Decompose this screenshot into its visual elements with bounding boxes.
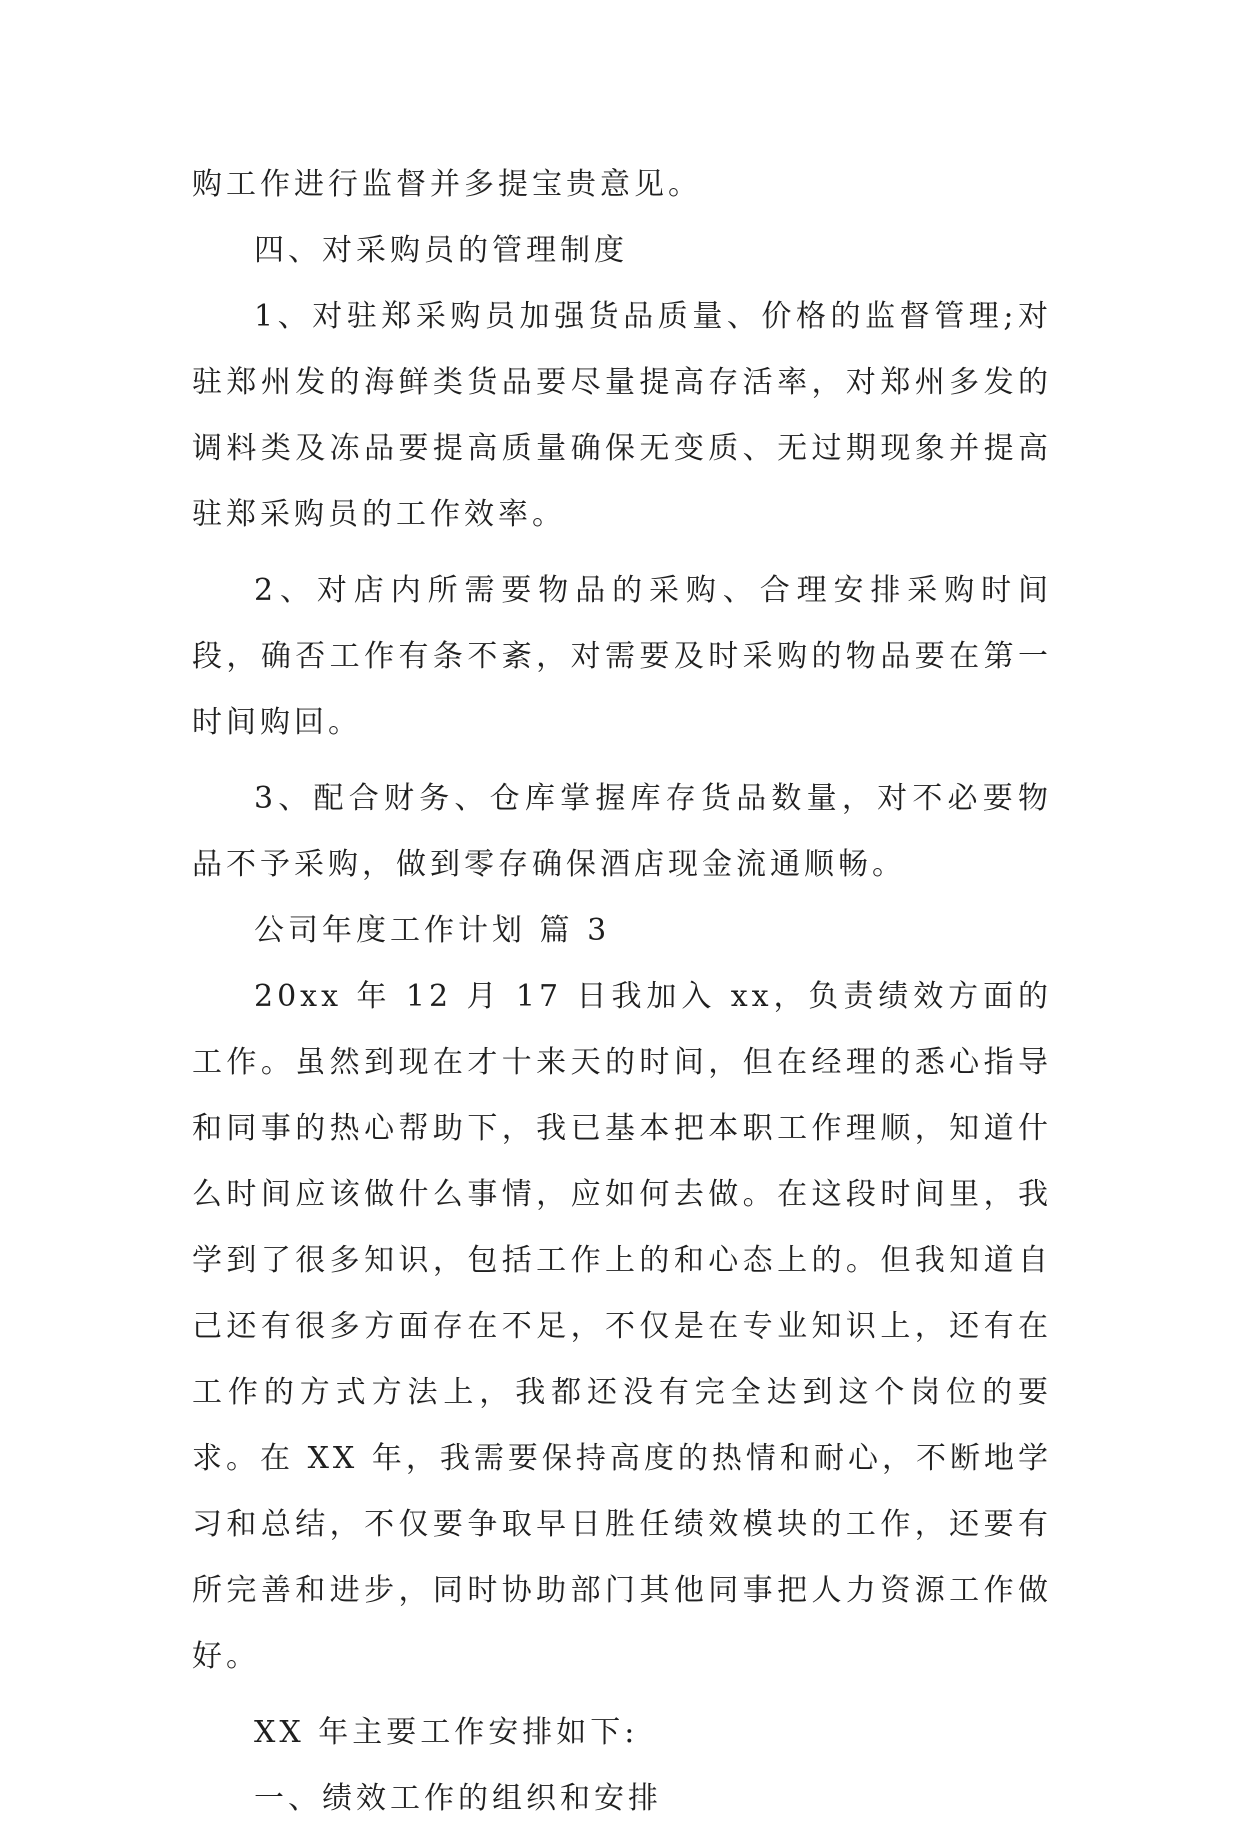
paragraph-continuation: 购工作进行监督并多提宝贵意见。 xyxy=(192,167,702,202)
paragraph-intro: 20xx 年 12 月 17 日我加入 xx，负责绩效方面的工作。虽然到现在才十来天的时间，但在经理的悉心指导和同事的热心帮助下，我已基本把本职工作理顺，知道什么时间应该做什么事情，应如何去做。在这段时间里，我学到了很多知识，包括工作上的和心态上的。但我知道自己还有很多方面存在不足，不仅是在专业知识上，还有在工作的方式方法上，我都还没有完全达到这个岗位的要求。在 XX 年，我需要保持高度的热情和耐心，不断地学习和总结，不仅要争取早日胜任绩效模块的工作，还要有所完善和进步，同时协助部门其他同事把人力资源工作做好。 xyxy=(192,979,1052,1674)
document-body xyxy=(192,152,1052,1832)
section-heading-performance: 一、绩效工作的组织和安排 xyxy=(254,1781,662,1816)
article-title: 公司年度工作计划 篇 3 xyxy=(254,913,611,948)
paragraph-item-3: 3、配合财务、仓库掌握库存货品数量，对不必要物品不予采购，做到零存确保酒店现金流通顺畅。 xyxy=(192,781,1052,882)
paragraph-work-arrangement: XX 年主要工作安排如下: xyxy=(254,1715,639,1750)
paragraph-item-2: 2、对店内所需要物品的采购、合理安排采购时间段，确否工作有条不紊，对需要及时采购的物品要在第一时间购回。 xyxy=(192,573,1052,740)
paragraph-item-1: 1、对驻郑采购员加强货品质量、价格的监督管理;对驻郑州发的海鲜类货品要尽量提高存活率，对郑州多发的调料类及冻品要提高质量确保无变质、无过期现象并提高驻郑采购员的工作效率。 xyxy=(192,299,1052,532)
section-heading-purchaser-management: 四、对采购员的管理制度 xyxy=(254,233,628,268)
